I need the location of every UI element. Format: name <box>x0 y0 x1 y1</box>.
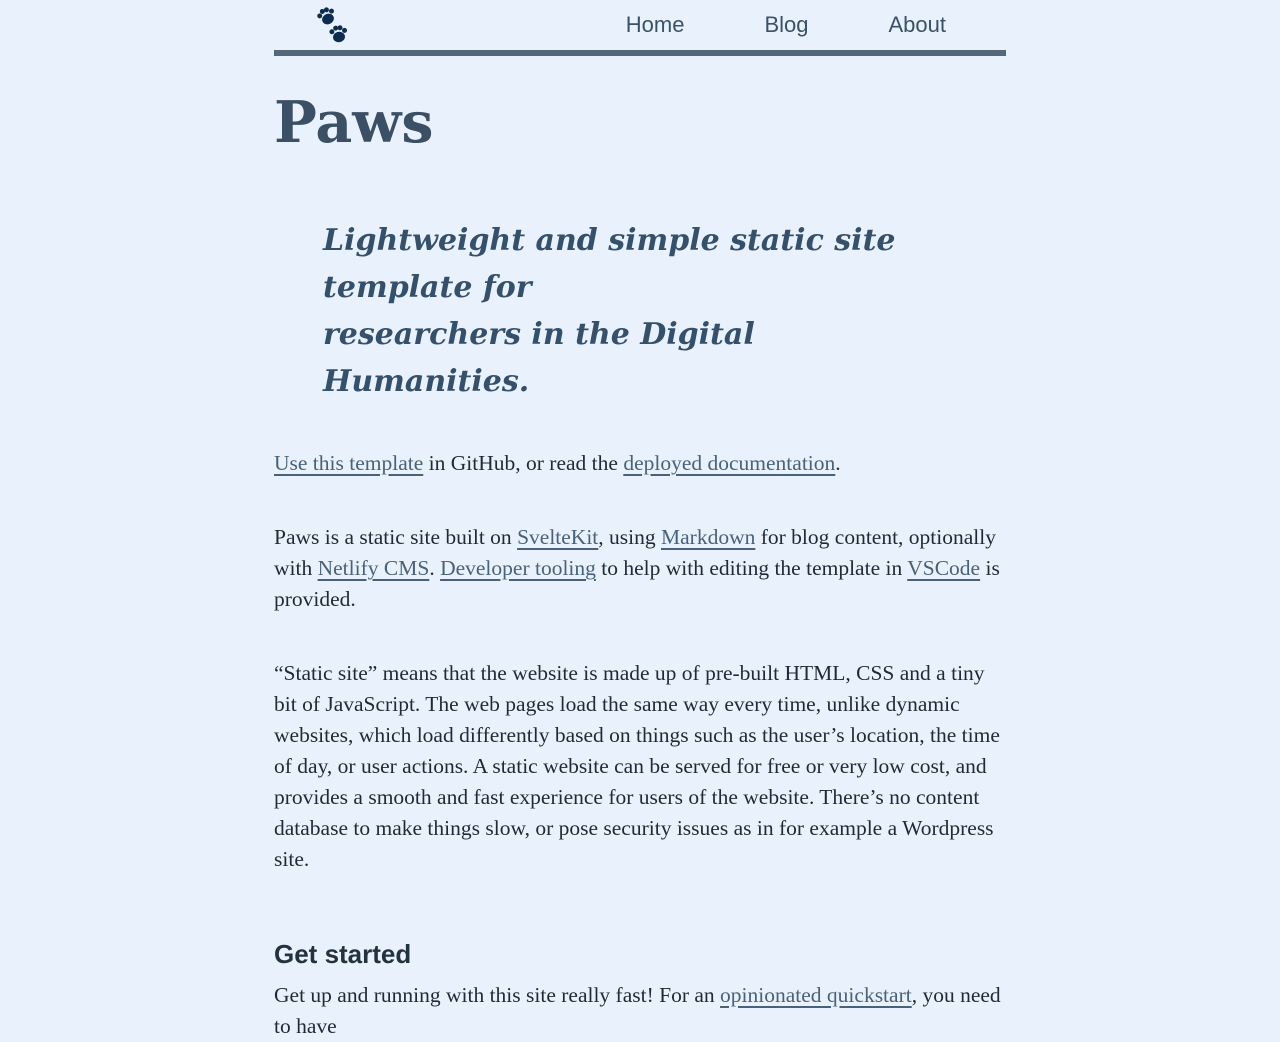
text-run: to help with editing the template in <box>595 556 908 580</box>
inline-link[interactable]: opinionated quickstart <box>720 983 912 1007</box>
text-run: “Static site” means that the website is made up of pre-built HTML, CSS and a tiny bit of JavaScript. The web pages load the same way every time, unlike dynamic websites, which load differently based on things such as the user’s location, the time of day, or user actions. A static website can be served for free or very low cost, and provides a smooth and fast experience for users of the website. There’s no content database to make things slow, or pose security issues as in for example a Wordpress site. <box>274 661 1000 871</box>
text-run: . <box>835 451 841 475</box>
inline-link[interactable]: SvelteKit <box>517 525 599 549</box>
text-run: , you need to have <box>274 983 1001 1038</box>
paragraph-intro <box>274 448 1006 479</box>
paragraph-static-site <box>274 658 1006 875</box>
nav-link-blog[interactable]: Blog <box>764 12 809 37</box>
page-title: Paws <box>274 89 434 156</box>
page <box>274 0 1006 1042</box>
section-heading-get-started: Get started <box>274 939 412 969</box>
inline-link[interactable]: Developer tooling <box>440 556 596 580</box>
paragraph-stack <box>274 522 1006 615</box>
paragraph-quickstart <box>274 980 1006 1042</box>
text-run: Paws is a static site built on <box>274 525 518 549</box>
top-nav <box>274 0 1006 56</box>
nav-link-about[interactable]: About <box>888 12 946 37</box>
text-run: in GitHub, or read the <box>423 451 624 475</box>
inline-link[interactable]: Netlify CMS <box>317 556 430 580</box>
inline-link[interactable]: VSCode <box>907 556 981 580</box>
inline-link[interactable]: Use this template <box>274 451 424 475</box>
main-content <box>274 89 1006 1042</box>
paw-prints-icon[interactable] <box>318 3 348 47</box>
text-run: is provided. <box>274 556 1000 611</box>
nav-link-home[interactable]: Home <box>625 12 685 37</box>
tagline-line: Lightweight and simple static site template for <box>323 223 896 305</box>
text-run: , using <box>598 525 661 549</box>
text-run: . <box>429 556 441 580</box>
tagline-line: researchers in the Digital Humanities. <box>323 317 755 399</box>
inline-link[interactable]: Markdown <box>661 525 756 549</box>
tagline-quote <box>274 217 1006 405</box>
inline-link[interactable]: deployed documentation <box>623 451 836 475</box>
text-run: Get up and running with this site really fast! For an <box>274 983 721 1007</box>
text-run: for blog content, optionally with <box>274 525 996 580</box>
nav-links <box>626 12 1006 38</box>
